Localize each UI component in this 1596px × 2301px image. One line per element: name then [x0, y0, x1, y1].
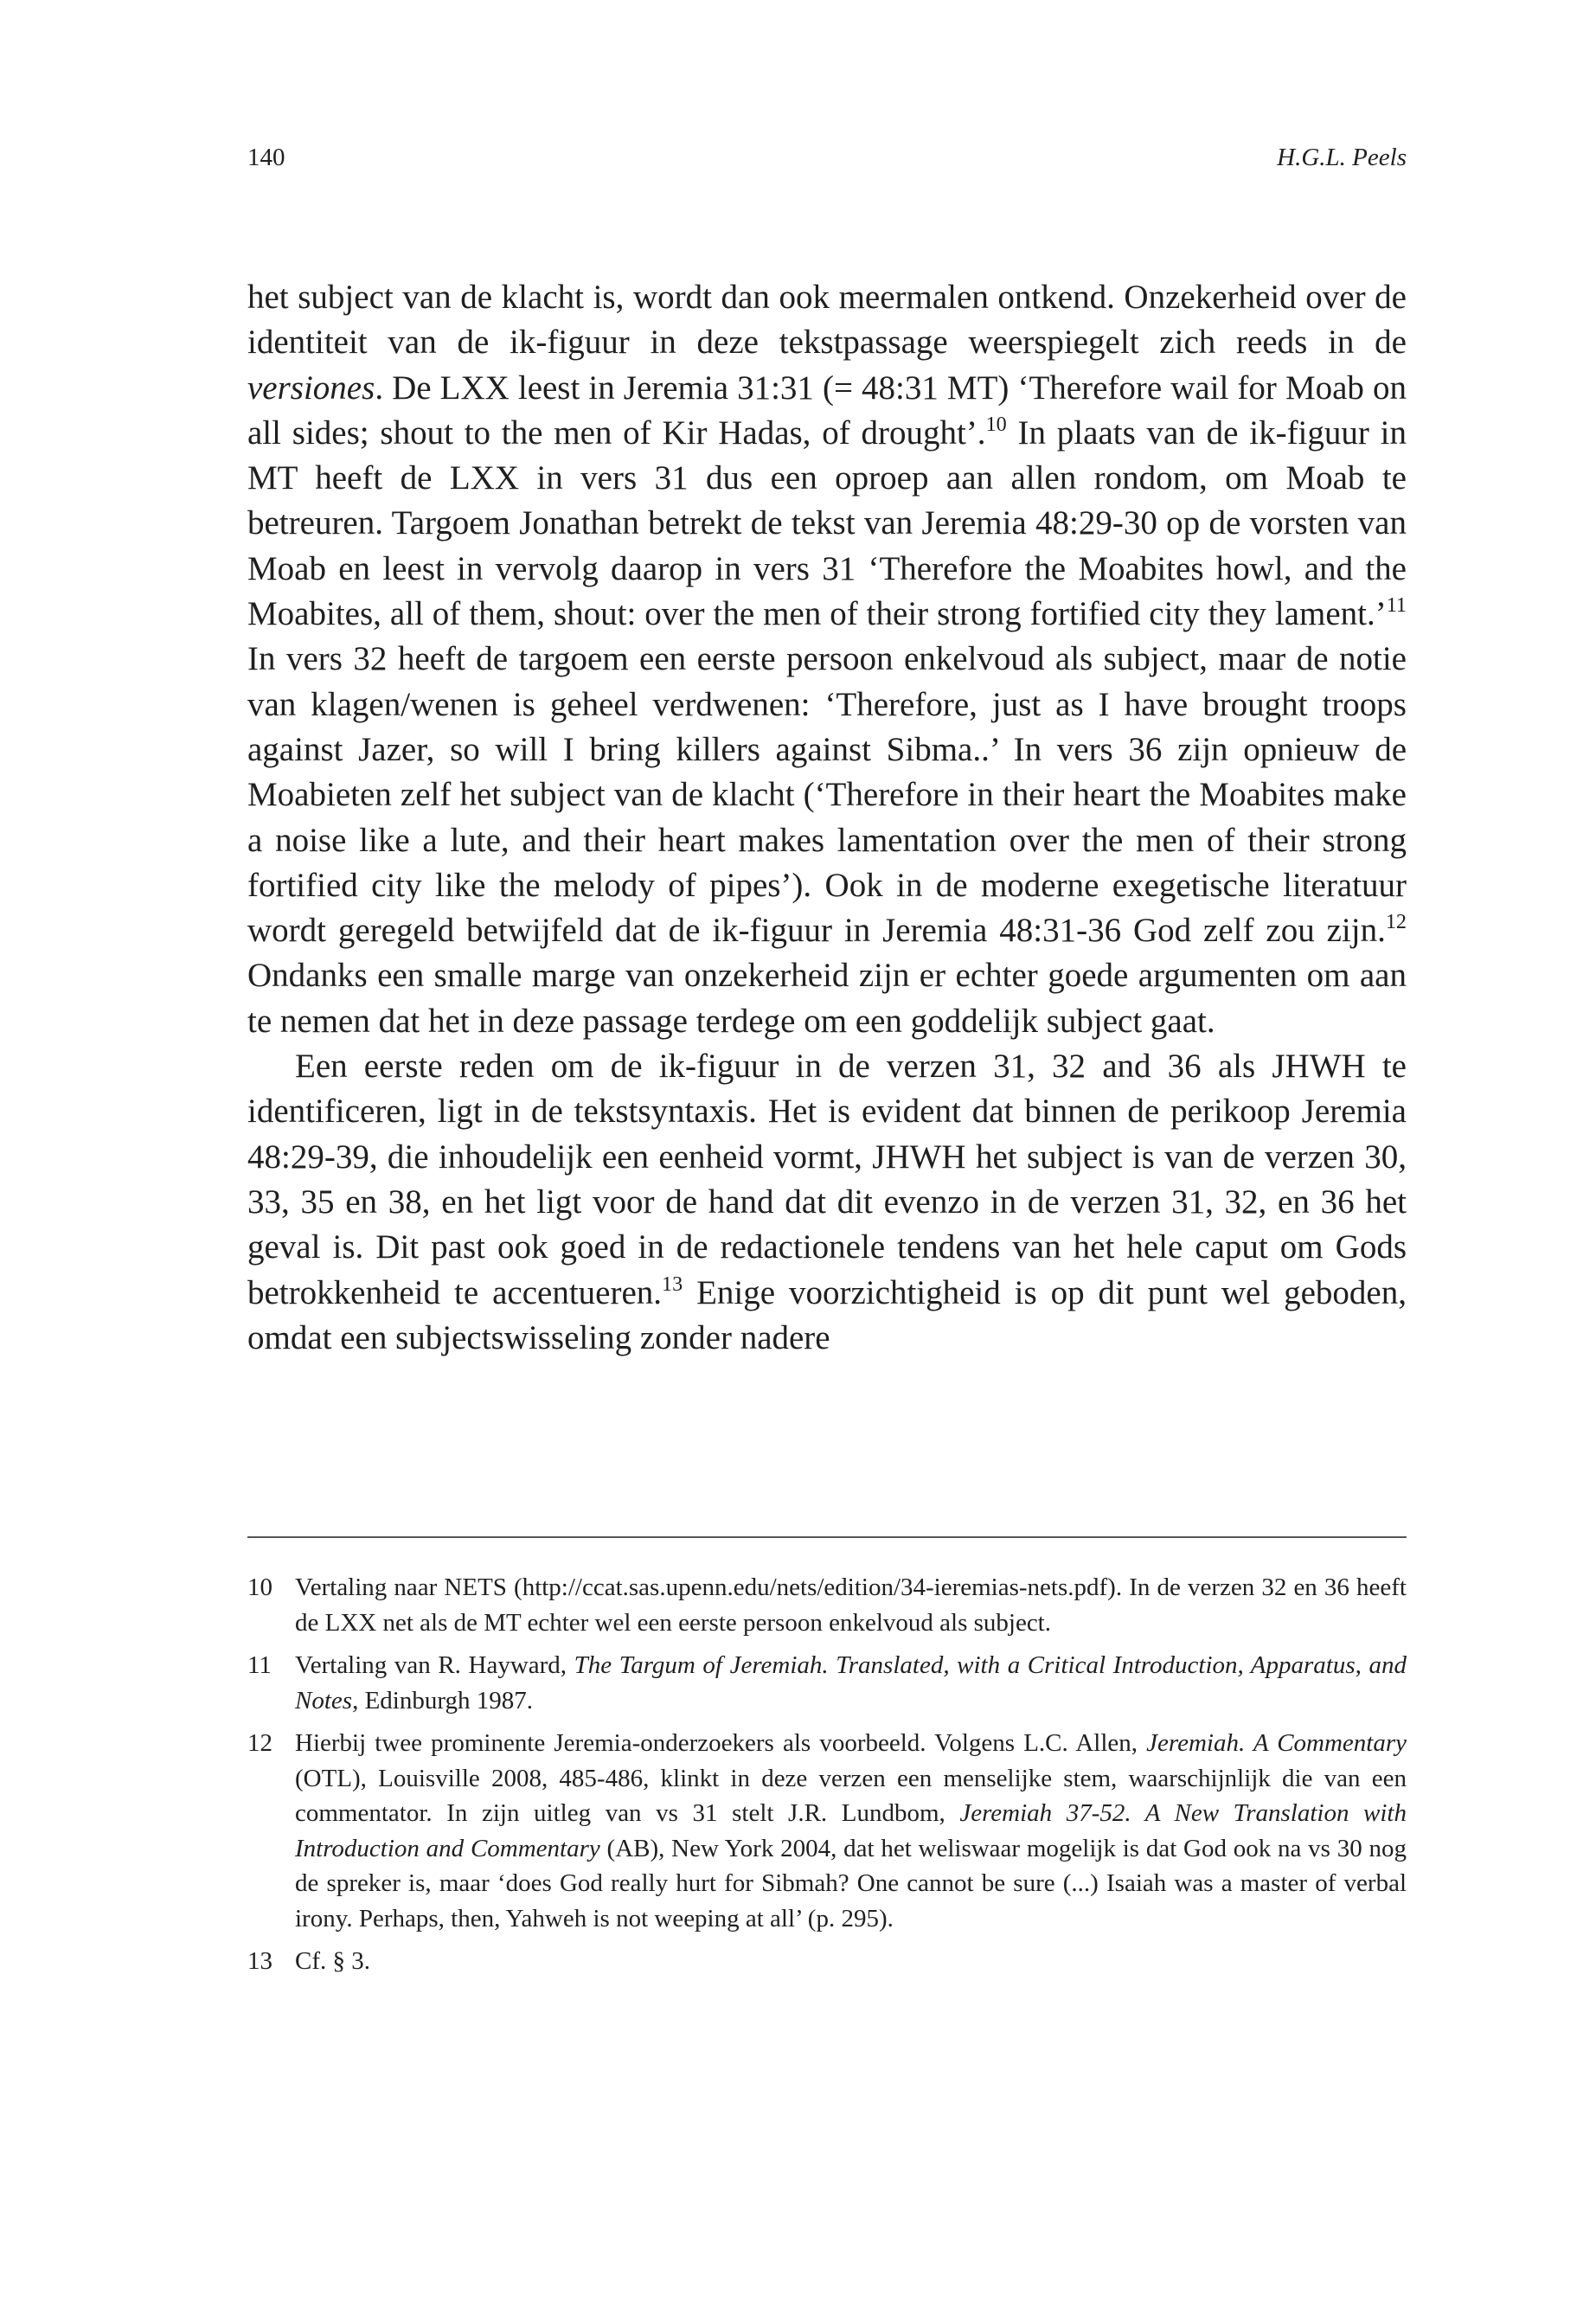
footnote-number: 11 [247, 1651, 272, 1679]
footnote-ref-11[interactable]: 11 [1386, 593, 1407, 618]
footnote-text: Hierbij twee prominente Jeremia-onderzoekers als voorbeeld. Volgens L.C. Allen, Jeremiah. A Commentary (OTL), Louisville 2008, 485-486, klinkt in deze verzen een menselijke stem, waarschijnlijk die van een commentator. In zijn uitleg van vs 31 stelt J.R. Lundbom, Jeremiah 37-52. A New Translation with Introduction and Commentary (AB), New York 2004, dat het weliswaar mogelijk is dat God ook na vs 30 nog de spreker is, maar ‘does God really hurt for Sibmah? One cannot be sure (...) Isaiah was a master of verbal irony. Perhaps, then, Yahweh is not weeping at all’ (p. 295). [295, 1729, 1407, 1932]
paragraph-2: Een eerste reden om de ik-figuur in de verzen 31, 32 and 36 als JHWH te identificeren, ligt in de tekstsyntaxis. Het is evident dat binnen de perikoop Jeremia 48:29-39, die inhoudelijk een eenheid vormt, JHWH het subject is van de verzen 30, 33, 35 en 38, en het ligt voor de hand dat dit evenzo in de verzen 31, 32, en 36 het geval is. Dit past ook goed in de redactionele tendens van het hele caput om Gods betrokkenheid te accentueren.$^{13}$ Enige voorzichtigheid is op dit punt wel geboden, omdat een subjectswisseling zonder nadere [247, 1048, 1407, 1356]
emphasis-versiones: versiones [247, 369, 375, 407]
footnote-text: Vertaling naar NETS (http://ccat.sas.upenn.edu/nets/edition/34-ieremias-nets.pdf). In de verzen 32 en 36 heeft de LXX net als de MT echter wel een eerste persoon enkelvoud als subject. [295, 1574, 1407, 1637]
footnote-13 [247, 1944, 1407, 1979]
footnote-ref-13[interactable]: 13 [662, 1272, 683, 1296]
footnotes [247, 1570, 1407, 1987]
book-title: Jeremiah 37-52. A New Translation with Introduction and Commentary [295, 1799, 1407, 1862]
footnote-10 [247, 1570, 1407, 1640]
book-title: The Targum of Jeremiah. Translated, with a Critical Introduction, Apparatus, and Notes [295, 1651, 1407, 1715]
running-head-author: H.G.L. Peels [1277, 144, 1407, 171]
footnote-text: Vertaling van R. Hayward, The Targum of Jeremiah. Translated, with a Critical Introduction, Apparatus, and Notes, Edinburgh 1987. [295, 1651, 1407, 1715]
footnote-number: 12 [247, 1729, 272, 1757]
paragraph-1: het subject van de klacht is, wordt dan ook meermalen ontkend. Onzekerheid over de identiteit van de ik-figuur in deze tekstpassage weerspiegelt zich reeds in de versiones. De LXX leest in Jeremia 31:31 (= 48:31 MT) ‘Therefore wail for Moab on all sides; shout to the men of Kir Hadas, of drought’.$^{10}$ In plaats van de ik-figuur in MT heeft de LXX in vers 31 dus een oproep aan allen rondom, om Moab te betreuren. Targoem Jonathan betrekt de tekst van Jeremia 48:29-30 op de vorsten van Moab en leest in vervolg daarop in vers 31 ‘Therefore the Moabites howl, and the Moabites, all of them, shout: over the men of their strong fortified city they lament.’$^{11}$ In vers 32 heeft de targoem een eerste persoon enkelvoud als subject, maar de notie van klagen/wenen is geheel verdwenen: ‘Therefore, just as I have brought troops against Jazer, so will I bring killers against Sibma..’ In vers 36 zijn opnieuw de Moabieten zelf het subject van de klacht (‘Therefore in their heart the Moabites make a noise like a lute, and their heart makes lamentation over the men of their strong fortified city like the melody of pipes’). Ook in de moderne exegetische literatuur wordt geregeld betwijfeld dat de ik-figuur in Jeremia 48:31-36 God zelf zou zijn.$^{12}$ Ondanks een smalle marge van onzekerheid zijn er echter goede argumenten om aan te nemen dat het in deze passage terdege om een goddelijk subject gaat. [247, 279, 1407, 1040]
footnote-11 [247, 1648, 1407, 1718]
page-number: 140 [247, 144, 285, 171]
footnote-12 [247, 1726, 1407, 1936]
running-head [247, 138, 1407, 176]
footnote-number: 10 [247, 1574, 272, 1601]
book-title: Jeremiah. A Commentary [1146, 1729, 1407, 1757]
main-text [247, 275, 1407, 1361]
footnote-number: 13 [247, 1947, 272, 1975]
footnote-divider [247, 1536, 1407, 1538]
footnote-text: Cf. § 3. [295, 1947, 370, 1975]
footnote-ref-12[interactable]: 12 [1385, 910, 1407, 934]
footnote-ref-10[interactable]: 10 [985, 412, 1007, 436]
